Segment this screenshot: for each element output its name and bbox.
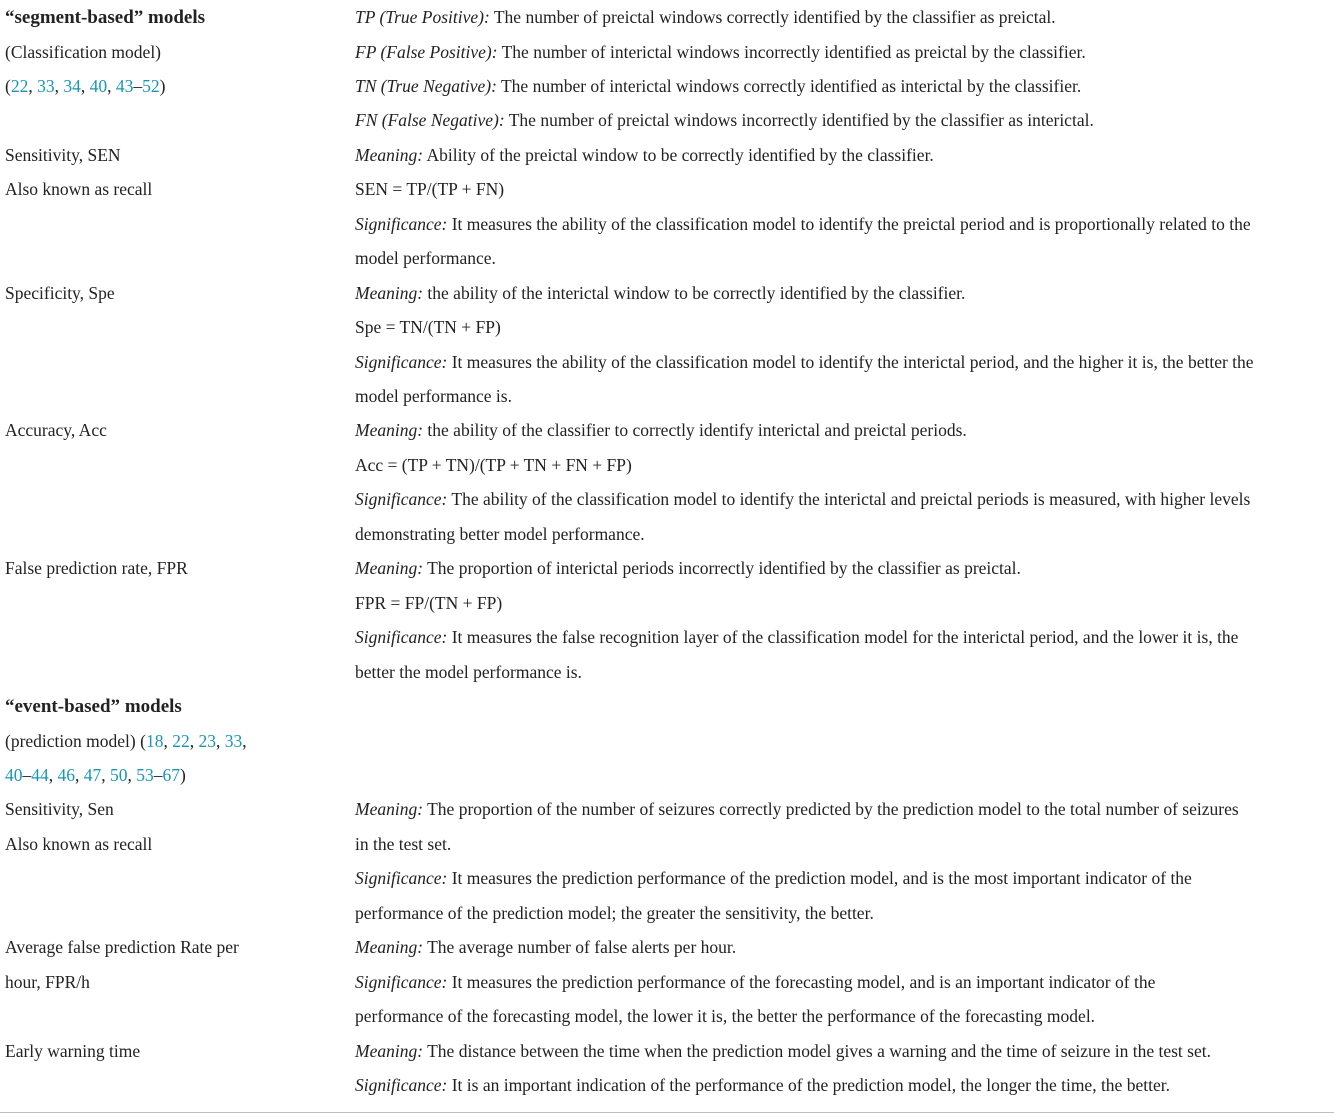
reference-link[interactable]: 50 [110,764,128,785]
metric-line [355,172,504,206]
section-heading [5,0,205,34]
line-text: It measures the prediction performance of the forecasting model, and is an important indicator of the [447,971,1156,992]
line-label: Meaning: [355,144,424,165]
metric-name [5,551,188,585]
line-label: Meaning: [355,937,424,958]
metric-line [355,586,502,620]
line-label: Significance: [355,351,448,372]
line-label: Significance: [355,627,448,648]
reference-punctuation: , [215,730,225,751]
line-text: better the model performance is. [355,661,582,682]
reference-link[interactable]: 34 [63,75,81,96]
reference-link[interactable]: 33 [37,75,55,96]
metric-line [355,345,1254,379]
metric-line [355,896,874,930]
line-text: Spe = TN/(TN + FP) [355,317,501,338]
line-text: The proportion of interictal periods incorrectly identified by the classifier as preictal. [423,558,1021,579]
section-heading-rest: models [120,696,182,717]
reference-punctuation: , [28,75,38,96]
line-text: It measures the ability of the classification model to identify the interictal period, and the higher it is, the better the [447,351,1254,372]
definition-term: FN (False Negative): [355,110,505,131]
metric-line [355,861,1192,895]
line-text: It is an important indication of the performance of the prediction model, the longer the time, the better. [447,1075,1170,1095]
definition-text: The number of preictal windows incorrectly identified by the classifier as interictal. [504,110,1094,131]
reference-punctuation: ) [180,764,186,785]
metric-line [355,482,1250,516]
metric-name-text: Also known as recall [5,179,153,200]
reference-link[interactable]: 18 [145,730,164,751]
metric-line [355,448,632,482]
reference-link[interactable]: 23 [198,730,216,751]
metric-name [5,965,90,999]
section-refs [5,69,165,103]
section-heading-rest: models [143,7,206,28]
metric-name [5,413,107,447]
line-text: model performance is. [355,386,512,406]
metric-name [5,138,121,172]
reference-punctuation: ) [159,75,166,96]
reference-link[interactable]: 43 [115,75,134,96]
reference-link[interactable]: 47 [83,764,102,785]
reference-punctuation: – [133,75,143,96]
definition-term: TP (True Positive): [355,7,490,27]
section-heading-quoted: “segment-based” [5,7,144,28]
metric-line [355,207,1251,241]
metric-name [5,827,152,861]
line-text: model performance. [355,248,496,269]
reference-punctuation: ( [5,75,11,96]
line-label: Significance: [355,868,448,889]
reference-punctuation: , [80,75,90,96]
reference-punctuation: , [189,730,199,751]
table-bottom-rule [0,1112,1334,1113]
definition-row [355,103,1094,137]
metric-line [355,999,1095,1033]
metric-name [5,1034,140,1068]
metric-line [355,620,1238,654]
reference-link[interactable]: 22 [10,75,29,96]
metric-name-text: Average false prediction Rate per [5,937,239,958]
line-text: FPR = FP/(TN + FP) [355,592,503,613]
line-label: Meaning: [355,282,424,303]
definition-row [355,35,1086,69]
line-text: Ability of the preictal window to be correctly identified by the classifier. [423,144,934,165]
reference-punctuation: , [127,764,137,785]
metric-name-text: Specificity, Spe [5,282,115,303]
reference-punctuation: – [153,764,163,785]
line-label: Meaning: [355,558,424,579]
reference-punctuation: , [75,764,84,785]
line-text: SEN = TP/(TP + FN) [355,179,505,200]
metric-line [355,551,1021,585]
line-text: The proportion of the number of seizures correctly predicted by the prediction model to the total number of seizures [423,799,1239,820]
line-text: the ability of the interictal window to be correctly identified by the classifier. [423,282,966,303]
line-text: The average number of false alerts per hour. [423,937,737,958]
reference-link[interactable]: 44 [31,764,49,785]
line-text: demonstrating better model performance. [355,523,645,544]
definition-text: The number of interictal windows correctly identified as interictal by the classifier. [496,75,1082,96]
metric-line [355,655,582,689]
reference-punctuation: – [22,764,32,785]
line-text: Acc = (TP + TN)/(TP + TN + FN + FP) [355,454,632,475]
metric-name-text: Accuracy, Acc [5,420,107,441]
reference-punctuation: (prediction model) ( [5,730,146,751]
section-refs [5,724,247,758]
metric-name-text: hour, FPR/h [5,971,90,992]
line-label: Significance: [355,489,448,510]
metric-name-text: Also known as recall [5,833,153,854]
line-text: in the test set. [355,833,452,854]
metric-name-text: Sensitivity, SEN [5,144,121,165]
line-label: Meaning: [355,420,424,441]
metric-line [355,138,934,172]
metric-line [355,1068,1170,1102]
metric-line [355,1034,1211,1068]
reference-link[interactable]: 33 [224,730,243,751]
metric-name-text: False prediction rate, FPR [5,558,188,579]
line-label: Significance: [355,213,448,234]
section-heading-quoted: “event-based” [5,696,121,717]
line-text: performance of the prediction model; the greater the sensitivity, the better. [355,902,874,923]
reference-punctuation: , [242,730,247,751]
line-text: performance of the forecasting model, the lower it is, the better the performance of the forecasting model. [355,1006,1096,1027]
metric-line [355,517,645,551]
metric-name [5,276,115,310]
line-label: Significance: [355,971,448,992]
metric-line [355,276,965,310]
line-text: It measures the false recognition layer of the classification model for the interictal period, and the lower it is, the [447,627,1239,648]
definition-term: TN (True Negative): [355,75,497,96]
reference-link[interactable]: 52 [142,75,160,96]
metric-line [355,241,496,275]
definition-row [355,69,1081,103]
reference-link[interactable]: 22 [172,730,190,751]
definition-text: The number of interictal windows incorrectly identified as preictal by the classifier. [497,41,1086,62]
reference-link[interactable]: 40 [5,764,23,785]
section-refs [5,758,186,792]
metric-name-text: Sensitivity, Sen [5,799,114,820]
reference-punctuation: , [107,75,116,96]
metric-line [355,965,1155,999]
metric-name [5,792,114,826]
line-text: The distance between the time when the prediction model gives a warning and the time of seizure in the test set. [423,1040,1211,1061]
line-text: the ability of the classifier to correctly identify interictal and preictal periods. [423,420,967,441]
section-heading [5,689,182,723]
metric-line [355,379,512,413]
line-label: Meaning: [355,1040,424,1061]
metric-name [5,930,239,964]
metric-name-text: Early warning time [5,1040,141,1061]
definition-term: FP (False Positive): [355,41,498,62]
metric-line [355,310,501,344]
reference-link[interactable]: 67 [162,764,180,785]
metric-line [355,930,736,964]
line-text: It measures the ability of the classification model to identify the preictal period and is proportionally related to the [447,213,1251,234]
reference-punctuation: , [101,764,110,785]
reference-punctuation: , [163,730,173,751]
section-subtitle-row [5,35,161,69]
section-subtitle: (Classification model) [5,41,162,62]
line-label: Meaning: [355,799,424,820]
metric-line [355,413,967,447]
line-label: Significance: [355,1075,448,1095]
reference-link[interactable]: 46 [57,764,75,785]
definition-text: The number of preictal windows correctly identified by the classifier as preictal. [489,7,1056,27]
metric-line [355,827,451,861]
reference-punctuation: , [48,764,58,785]
metric-line [355,792,1239,826]
reference-link[interactable]: 53 [136,764,154,785]
definition-row [355,0,1056,34]
reference-link[interactable]: 40 [89,75,108,96]
line-text: The ability of the classification model to identify the interictal and preictal periods is measured, with higher levels [447,489,1251,510]
metric-name [5,172,152,206]
line-text: It measures the prediction performance of the prediction model, and is the most important indicator of the [447,868,1192,889]
reference-punctuation: , [54,75,64,96]
